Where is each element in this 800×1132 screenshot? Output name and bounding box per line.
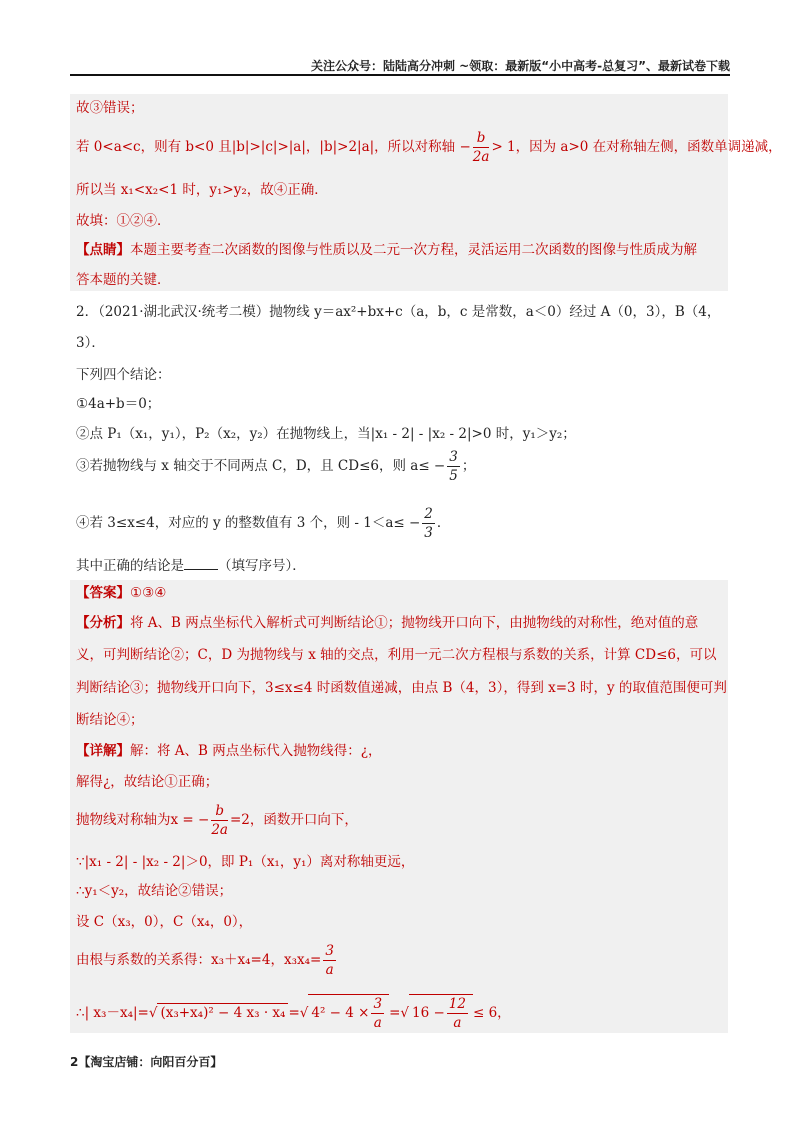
prob2-line6-b: ； — [461, 458, 476, 474]
tip-tag: 【点睛】 — [76, 242, 130, 258]
sqrt-3 — [409, 994, 473, 1032]
prob2-line6-a: ③若抛物线与 x 轴交于不同两点 C，D，且 CD≤6，则 a≤ − — [76, 458, 446, 474]
detail-line8-a: ∴| x₃－x₄|=√ — [76, 1005, 158, 1021]
detail-line8-c: =√ — [389, 1005, 409, 1021]
prob2-line7 — [76, 505, 450, 542]
detail-line8-d: ≤ 6， — [472, 1005, 511, 1021]
header-rule — [70, 74, 730, 76]
frac-num: 3 — [373, 996, 383, 1012]
prob2-line2: 3）． — [76, 335, 105, 351]
answer-value: ①③④ — [130, 585, 167, 601]
detail-frac-4 — [447, 995, 468, 1032]
page-header: 关注公众号：陆陆高分冲刺 ~领取：最新版“小中高考-总复习”、最新试卷下载 — [311, 59, 730, 73]
sqrt-2-text: 4² − 4 × — [311, 1005, 370, 1021]
sol1-line2-a: 若 0<a<c，则有 b<0 且|b|>|c|>|a|，|b|>2|a|，所以对称轴 − — [76, 139, 471, 155]
detail-line8-b: =√ — [288, 1005, 309, 1021]
prob2-line8-b: （填写序号）． — [218, 558, 306, 574]
detail-tag: 【详解】 — [76, 743, 130, 759]
frac-den: a — [453, 1015, 462, 1031]
answer-blank — [184, 569, 218, 570]
detail-frac-2 — [323, 942, 336, 979]
frac-den: 2a — [472, 149, 490, 165]
prob2-line1: 2．（2021·湖北武汉·统考二模）抛物线 y＝ax²+bx+c（a，b，c 是常数，a＜0）经过 A（0，3），B（4， — [76, 304, 721, 320]
prob2-frac-2 — [422, 505, 435, 542]
detail-line3-a: 抛物线对称轴为x = − — [76, 812, 210, 828]
frac-num: 12 — [448, 996, 466, 1012]
prob2-line7-b: ． — [436, 515, 451, 531]
detail-line2: 解得¿，故结论①正确； — [76, 774, 219, 790]
sqrt-3-text: 16 − — [412, 1005, 445, 1021]
detail-line3-b: =2，函数开口向下， — [229, 812, 358, 828]
prob2-line4: ①4a+b＝0； — [76, 396, 161, 412]
frac-den: 2a — [211, 822, 228, 838]
answer-tag: 【答案】 — [76, 585, 130, 601]
prob2-line6 — [76, 448, 475, 485]
prob2-line8 — [76, 557, 306, 575]
sol1-line4: 故填：①②④． — [76, 213, 171, 229]
prob2-line8-a: 其中正确的结论是 — [76, 558, 184, 574]
sqrt-2 — [308, 994, 389, 1032]
analysis-line3: 判断结论③；抛物线开口向下，3≤x≤4 时函数值递减，由点 B（4，3），得到 x=3 时，y 的取值范围便可判 — [76, 680, 727, 696]
detail-line1 — [76, 742, 382, 760]
detail-line5: ∴y₁＜y₂，故结论②错误； — [76, 883, 233, 899]
detail-frac-3 — [371, 995, 384, 1032]
frac-den: 3 — [424, 525, 433, 541]
sol1-line1: 故③错误； — [76, 100, 144, 116]
frac-den: a — [325, 962, 334, 978]
prob2-line7-a: ④若 3≤x≤4，对应的 y 的整数值有 3 个，则 - 1＜a≤ − — [76, 515, 421, 531]
sol1-line6: 答本题的关键． — [76, 272, 171, 288]
detail-line7-a: 由根与系数的关系得：x₃＋x₄=4，x₃x₄= — [76, 952, 322, 968]
analysis-line4: 断结论④； — [76, 712, 144, 728]
sol1-line3: 所以当 x₁<x₂<1 时，y₁>y₂，故④正确． — [76, 182, 328, 198]
detail-line8 — [76, 994, 511, 1032]
sqrt-1: (x₃+x₄)² − 4 x₃ · x₄ — [157, 1003, 288, 1022]
frac-num: b — [473, 129, 490, 148]
frac-num: b — [211, 802, 228, 821]
answer-line — [76, 584, 166, 602]
prob2-line3: 下列四个结论： — [76, 367, 171, 383]
frac-den: 5 — [449, 468, 458, 484]
detail-frac-1 — [211, 802, 228, 839]
analysis-tag: 【分析】 — [76, 615, 130, 631]
sol1-line2 — [76, 129, 782, 166]
frac-num: 3 — [449, 449, 458, 465]
analysis-text-1: 将 A、B 两点坐标代入解析式可判断结论①；抛物线开口向下，由抛物线的对称性，绝对值的意 — [130, 615, 699, 631]
frac-num: 3 — [325, 943, 334, 959]
detail-text-1: 解：将 A、B 两点坐标代入抛物线得：¿， — [130, 743, 382, 759]
sol1-line2-b: > 1，因为 a>0 在对称轴左侧，函数单调递减， — [491, 139, 782, 155]
prob2-frac-1 — [447, 448, 460, 485]
sol1-line5 — [76, 241, 697, 259]
frac-num: 2 — [424, 506, 433, 522]
sol1-fraction — [473, 129, 490, 166]
page-footer: 2【淘宝店铺：向阳百分百】 — [70, 1055, 223, 1069]
detail-line3 — [76, 802, 358, 839]
frac-den: a — [373, 1015, 382, 1031]
analysis-line2: 义，可判断结论②；C，D 为抛物线与 x 轴的交点，利用一元二次方程根与系数的关系，计算 CD≤6，可以 — [76, 647, 717, 663]
prob2-line5: ②点 P₁（x₁，y₁），P₂（x₂，y₂）在抛物线上，当|x₁ - 2| - |x₂ - 2|>0 时，y₁＞y₂； — [76, 426, 576, 442]
detail-line6: 设 C（x₃，0），C（x₄，0）， — [76, 914, 253, 930]
detail-line7 — [76, 942, 338, 979]
analysis-line1 — [76, 614, 698, 632]
detail-line4: ∵|x₁ - 2| - |x₂ - 2|＞0，即 P₁（x₁，y₁）离对称轴更远， — [76, 854, 415, 870]
tip-text: 本题主要考查二次函数的图像与性质以及二元一次方程，灵活运用二次函数的图像与性质成为解 — [130, 242, 697, 258]
